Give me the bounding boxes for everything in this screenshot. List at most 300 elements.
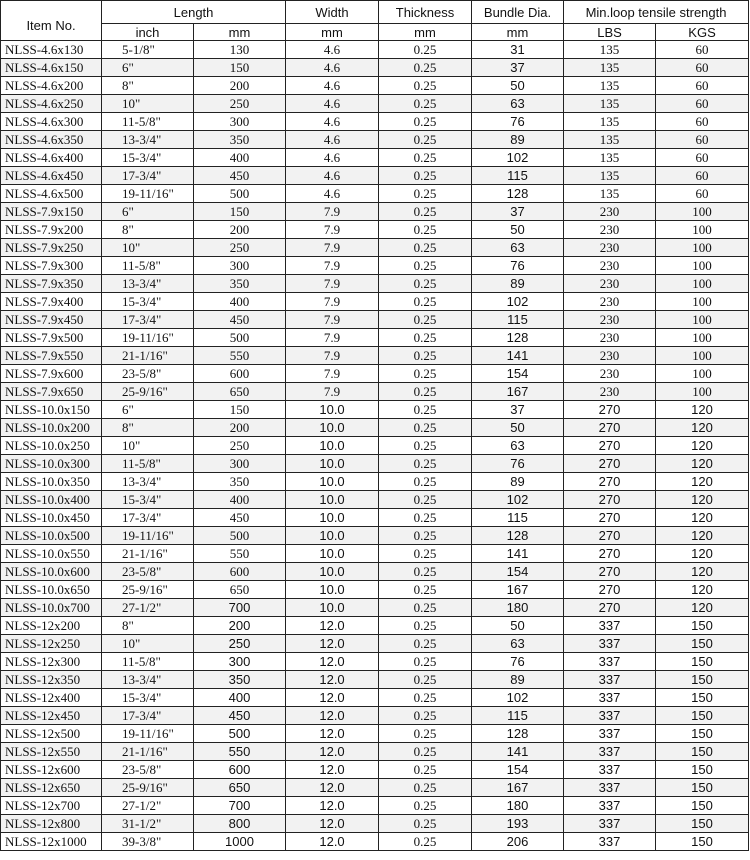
length-inch-cell: 25-9/16" (102, 383, 194, 401)
thickness-cell: 0.25 (379, 149, 472, 167)
tensile-lbs-cell: 135 (564, 131, 656, 149)
item-no-cell: NLSS-12x250 (1, 635, 102, 653)
table-row (1, 95, 749, 113)
tensile-kgs-cell: 150 (656, 779, 749, 797)
length-inch-cell: 39-3/8" (102, 833, 194, 851)
header-unit-inch: inch (102, 24, 194, 41)
item-no-cell: NLSS-7.9x400 (1, 293, 102, 311)
bundle-dia-cell: 76 (472, 653, 564, 671)
length-inch-cell: 10" (102, 95, 194, 113)
length-mm-cell: 250 (194, 239, 286, 257)
tensile-lbs-cell: 230 (564, 239, 656, 257)
table-row (1, 707, 749, 725)
length-inch-cell: 31-1/2" (102, 815, 194, 833)
length-inch-cell: 23-5/8" (102, 761, 194, 779)
tensile-kgs-cell: 150 (656, 707, 749, 725)
length-mm-cell: 700 (194, 797, 286, 815)
item-no-cell: NLSS-4.6x150 (1, 59, 102, 77)
width-cell: 12.0 (286, 617, 379, 635)
length-mm-cell: 500 (194, 185, 286, 203)
table-row (1, 221, 749, 239)
item-no-cell: NLSS-4.6x250 (1, 95, 102, 113)
item-no-cell: NLSS-4.6x350 (1, 131, 102, 149)
tensile-lbs-cell: 270 (564, 599, 656, 617)
thickness-cell: 0.25 (379, 509, 472, 527)
tensile-kgs-cell: 60 (656, 95, 749, 113)
tensile-kgs-cell: 120 (656, 419, 749, 437)
length-mm-cell: 500 (194, 527, 286, 545)
table-row (1, 671, 749, 689)
item-no-cell: NLSS-7.9x250 (1, 239, 102, 257)
length-inch-cell: 6" (102, 401, 194, 419)
width-cell: 7.9 (286, 347, 379, 365)
table-row (1, 365, 749, 383)
length-mm-cell: 250 (194, 635, 286, 653)
tensile-kgs-cell: 100 (656, 365, 749, 383)
table-row (1, 581, 749, 599)
item-no-cell: NLSS-12x700 (1, 797, 102, 815)
bundle-dia-cell: 141 (472, 347, 564, 365)
tensile-kgs-cell: 120 (656, 401, 749, 419)
table-row (1, 239, 749, 257)
tensile-lbs-cell: 230 (564, 383, 656, 401)
bundle-dia-cell: 37 (472, 203, 564, 221)
width-cell: 12.0 (286, 815, 379, 833)
tensile-kgs-cell: 60 (656, 77, 749, 95)
thickness-cell: 0.25 (379, 671, 472, 689)
tensile-lbs-cell: 230 (564, 221, 656, 239)
length-mm-cell: 500 (194, 725, 286, 743)
width-cell: 12.0 (286, 743, 379, 761)
length-inch-cell: 11-5/8" (102, 113, 194, 131)
thickness-cell: 0.25 (379, 725, 472, 743)
length-mm-cell: 700 (194, 599, 286, 617)
width-cell: 10.0 (286, 563, 379, 581)
tensile-lbs-cell: 337 (564, 833, 656, 851)
table-row (1, 167, 749, 185)
length-mm-cell: 800 (194, 815, 286, 833)
bundle-dia-cell: 167 (472, 383, 564, 401)
tensile-lbs-cell: 135 (564, 95, 656, 113)
width-cell: 10.0 (286, 509, 379, 527)
tensile-kgs-cell: 100 (656, 239, 749, 257)
length-mm-cell: 250 (194, 95, 286, 113)
length-mm-cell: 400 (194, 689, 286, 707)
bundle-dia-cell: 37 (472, 401, 564, 419)
length-inch-cell: 8" (102, 617, 194, 635)
length-mm-cell: 200 (194, 617, 286, 635)
bundle-dia-cell: 154 (472, 563, 564, 581)
tensile-lbs-cell: 337 (564, 653, 656, 671)
length-mm-cell: 1000 (194, 833, 286, 851)
thickness-cell: 0.25 (379, 41, 472, 59)
length-inch-cell: 23-5/8" (102, 365, 194, 383)
table-row (1, 113, 749, 131)
item-no-cell: NLSS-7.9x450 (1, 311, 102, 329)
length-inch-cell: 15-3/4" (102, 149, 194, 167)
item-no-cell: NLSS-7.9x200 (1, 221, 102, 239)
width-cell: 12.0 (286, 671, 379, 689)
item-no-cell: NLSS-4.6x500 (1, 185, 102, 203)
length-inch-cell: 13-3/4" (102, 671, 194, 689)
length-inch-cell: 19-11/16" (102, 725, 194, 743)
tensile-kgs-cell: 100 (656, 383, 749, 401)
tensile-kgs-cell: 60 (656, 113, 749, 131)
item-no-cell: NLSS-10.0x550 (1, 545, 102, 563)
length-inch-cell: 6" (102, 59, 194, 77)
thickness-cell: 0.25 (379, 635, 472, 653)
bundle-dia-cell: 180 (472, 599, 564, 617)
length-inch-cell: 27-1/2" (102, 599, 194, 617)
length-mm-cell: 150 (194, 59, 286, 77)
width-cell: 10.0 (286, 599, 379, 617)
length-mm-cell: 350 (194, 671, 286, 689)
table-row (1, 149, 749, 167)
item-no-cell: NLSS-7.9x550 (1, 347, 102, 365)
length-inch-cell: 17-3/4" (102, 311, 194, 329)
width-cell: 7.9 (286, 365, 379, 383)
bundle-dia-cell: 89 (472, 671, 564, 689)
length-inch-cell: 10" (102, 635, 194, 653)
length-inch-cell: 19-11/16" (102, 527, 194, 545)
width-cell: 7.9 (286, 383, 379, 401)
thickness-cell: 0.25 (379, 311, 472, 329)
tensile-lbs-cell: 135 (564, 59, 656, 77)
length-inch-cell: 13-3/4" (102, 131, 194, 149)
width-cell: 7.9 (286, 329, 379, 347)
tensile-kgs-cell: 150 (656, 815, 749, 833)
thickness-cell: 0.25 (379, 653, 472, 671)
tensile-lbs-cell: 135 (564, 77, 656, 95)
length-mm-cell: 400 (194, 293, 286, 311)
table-row (1, 185, 749, 203)
length-inch-cell: 13-3/4" (102, 275, 194, 293)
tensile-lbs-cell: 337 (564, 671, 656, 689)
thickness-cell: 0.25 (379, 113, 472, 131)
tensile-lbs-cell: 270 (564, 581, 656, 599)
thickness-cell: 0.25 (379, 95, 472, 113)
tensile-lbs-cell: 270 (564, 563, 656, 581)
tensile-lbs-cell: 135 (564, 167, 656, 185)
table-row (1, 329, 749, 347)
table-row (1, 293, 749, 311)
tensile-kgs-cell: 100 (656, 311, 749, 329)
tensile-kgs-cell: 120 (656, 599, 749, 617)
length-inch-cell: 11-5/8" (102, 653, 194, 671)
length-inch-cell: 13-3/4" (102, 473, 194, 491)
item-no-cell: NLSS-12x650 (1, 779, 102, 797)
tensile-kgs-cell: 150 (656, 761, 749, 779)
thickness-cell: 0.25 (379, 599, 472, 617)
width-cell: 12.0 (286, 725, 379, 743)
tensile-kgs-cell: 120 (656, 563, 749, 581)
item-no-cell: NLSS-4.6x300 (1, 113, 102, 131)
width-cell: 4.6 (286, 77, 379, 95)
length-inch-cell: 10" (102, 437, 194, 455)
length-mm-cell: 450 (194, 509, 286, 527)
length-inch-cell: 23-5/8" (102, 563, 194, 581)
width-cell: 7.9 (286, 293, 379, 311)
length-mm-cell: 250 (194, 437, 286, 455)
header-bundle-dia: Bundle Dia. (472, 1, 564, 24)
length-inch-cell: 21-1/16" (102, 743, 194, 761)
bundle-dia-cell: 154 (472, 365, 564, 383)
tensile-kgs-cell: 150 (656, 671, 749, 689)
length-mm-cell: 400 (194, 149, 286, 167)
item-no-cell: NLSS-10.0x450 (1, 509, 102, 527)
length-mm-cell: 550 (194, 743, 286, 761)
table-row (1, 761, 749, 779)
header-unit-thickness-mm: mm (379, 24, 472, 41)
length-mm-cell: 300 (194, 455, 286, 473)
length-mm-cell: 650 (194, 383, 286, 401)
table-row (1, 419, 749, 437)
item-no-cell: NLSS-10.0x500 (1, 527, 102, 545)
thickness-cell: 0.25 (379, 815, 472, 833)
thickness-cell: 0.25 (379, 797, 472, 815)
length-mm-cell: 130 (194, 41, 286, 59)
item-no-cell: NLSS-12x200 (1, 617, 102, 635)
item-no-cell: NLSS-12x400 (1, 689, 102, 707)
length-mm-cell: 200 (194, 221, 286, 239)
item-no-cell: NLSS-10.0x300 (1, 455, 102, 473)
item-no-cell: NLSS-10.0x600 (1, 563, 102, 581)
bundle-dia-cell: 115 (472, 311, 564, 329)
tensile-kgs-cell: 100 (656, 293, 749, 311)
length-mm-cell: 450 (194, 707, 286, 725)
item-no-cell: NLSS-4.6x450 (1, 167, 102, 185)
bundle-dia-cell: 63 (472, 95, 564, 113)
tensile-lbs-cell: 230 (564, 329, 656, 347)
tensile-kgs-cell: 120 (656, 437, 749, 455)
thickness-cell: 0.25 (379, 59, 472, 77)
thickness-cell: 0.25 (379, 527, 472, 545)
tensile-kgs-cell: 150 (656, 833, 749, 851)
table-row (1, 131, 749, 149)
width-cell: 7.9 (286, 311, 379, 329)
length-inch-cell: 21-1/16" (102, 545, 194, 563)
table-row (1, 797, 749, 815)
width-cell: 4.6 (286, 185, 379, 203)
table-row (1, 563, 749, 581)
bundle-dia-cell: 50 (472, 221, 564, 239)
tensile-lbs-cell: 230 (564, 347, 656, 365)
length-mm-cell: 650 (194, 779, 286, 797)
header-unit-width-mm: mm (286, 24, 379, 41)
table-row (1, 311, 749, 329)
table-row (1, 689, 749, 707)
bundle-dia-cell: 141 (472, 743, 564, 761)
bundle-dia-cell: 128 (472, 725, 564, 743)
thickness-cell: 0.25 (379, 383, 472, 401)
tensile-lbs-cell: 270 (564, 473, 656, 491)
table-header (1, 1, 749, 41)
bundle-dia-cell: 37 (472, 59, 564, 77)
tensile-lbs-cell: 337 (564, 617, 656, 635)
length-inch-cell: 6" (102, 203, 194, 221)
thickness-cell: 0.25 (379, 131, 472, 149)
length-inch-cell: 19-11/16" (102, 329, 194, 347)
thickness-cell: 0.25 (379, 707, 472, 725)
header-thickness: Thickness (379, 1, 472, 24)
thickness-cell: 0.25 (379, 455, 472, 473)
length-mm-cell: 600 (194, 563, 286, 581)
header-unit-bundle-mm: mm (472, 24, 564, 41)
length-mm-cell: 200 (194, 77, 286, 95)
table-row (1, 779, 749, 797)
item-no-cell: NLSS-4.6x130 (1, 41, 102, 59)
header-item-no: Item No. (1, 1, 102, 41)
header-length: Length (102, 1, 286, 24)
tensile-kgs-cell: 120 (656, 473, 749, 491)
item-no-cell: NLSS-12x350 (1, 671, 102, 689)
length-mm-cell: 300 (194, 113, 286, 131)
table-row (1, 491, 749, 509)
item-no-cell: NLSS-10.0x200 (1, 419, 102, 437)
bundle-dia-cell: 102 (472, 491, 564, 509)
tensile-kgs-cell: 120 (656, 581, 749, 599)
thickness-cell: 0.25 (379, 347, 472, 365)
thickness-cell: 0.25 (379, 563, 472, 581)
tensile-lbs-cell: 135 (564, 41, 656, 59)
width-cell: 4.6 (286, 95, 379, 113)
tensile-kgs-cell: 60 (656, 131, 749, 149)
header-unit-lbs: LBS (564, 24, 656, 41)
thickness-cell: 0.25 (379, 689, 472, 707)
table-row (1, 455, 749, 473)
table-row (1, 617, 749, 635)
table-row (1, 59, 749, 77)
tensile-lbs-cell: 230 (564, 203, 656, 221)
length-inch-cell: 15-3/4" (102, 491, 194, 509)
item-no-cell: NLSS-7.9x300 (1, 257, 102, 275)
item-no-cell: NLSS-7.9x350 (1, 275, 102, 293)
tensile-lbs-cell: 230 (564, 257, 656, 275)
bundle-dia-cell: 89 (472, 275, 564, 293)
table-row (1, 527, 749, 545)
length-mm-cell: 550 (194, 347, 286, 365)
thickness-cell: 0.25 (379, 239, 472, 257)
item-no-cell: NLSS-12x300 (1, 653, 102, 671)
tensile-kgs-cell: 150 (656, 617, 749, 635)
tensile-kgs-cell: 100 (656, 329, 749, 347)
tensile-kgs-cell: 60 (656, 59, 749, 77)
length-mm-cell: 600 (194, 761, 286, 779)
width-cell: 4.6 (286, 167, 379, 185)
bundle-dia-cell: 89 (472, 131, 564, 149)
width-cell: 12.0 (286, 635, 379, 653)
thickness-cell: 0.25 (379, 365, 472, 383)
width-cell: 4.6 (286, 41, 379, 59)
tensile-lbs-cell: 230 (564, 275, 656, 293)
length-mm-cell: 350 (194, 131, 286, 149)
tensile-lbs-cell: 337 (564, 797, 656, 815)
bundle-dia-cell: 180 (472, 797, 564, 815)
length-mm-cell: 350 (194, 275, 286, 293)
tensile-kgs-cell: 150 (656, 743, 749, 761)
width-cell: 7.9 (286, 203, 379, 221)
tensile-kgs-cell: 150 (656, 797, 749, 815)
thickness-cell: 0.25 (379, 293, 472, 311)
width-cell: 10.0 (286, 581, 379, 599)
tensile-lbs-cell: 230 (564, 365, 656, 383)
table-row (1, 545, 749, 563)
thickness-cell: 0.25 (379, 329, 472, 347)
table-row (1, 635, 749, 653)
tensile-lbs-cell: 337 (564, 689, 656, 707)
length-mm-cell: 200 (194, 419, 286, 437)
length-inch-cell: 11-5/8" (102, 257, 194, 275)
width-cell: 12.0 (286, 779, 379, 797)
tensile-lbs-cell: 337 (564, 815, 656, 833)
length-mm-cell: 500 (194, 329, 286, 347)
thickness-cell: 0.25 (379, 545, 472, 563)
tensile-kgs-cell: 150 (656, 725, 749, 743)
tensile-lbs-cell: 270 (564, 509, 656, 527)
tensile-lbs-cell: 270 (564, 491, 656, 509)
length-inch-cell: 8" (102, 221, 194, 239)
thickness-cell: 0.25 (379, 77, 472, 95)
tensile-kgs-cell: 120 (656, 527, 749, 545)
bundle-dia-cell: 141 (472, 545, 564, 563)
item-no-cell: NLSS-10.0x700 (1, 599, 102, 617)
length-mm-cell: 150 (194, 203, 286, 221)
width-cell: 10.0 (286, 419, 379, 437)
bundle-dia-cell: 63 (472, 635, 564, 653)
tensile-kgs-cell: 100 (656, 347, 749, 365)
width-cell: 12.0 (286, 761, 379, 779)
table-row (1, 725, 749, 743)
width-cell: 10.0 (286, 473, 379, 491)
item-no-cell: NLSS-7.9x600 (1, 365, 102, 383)
thickness-cell: 0.25 (379, 167, 472, 185)
header-width: Width (286, 1, 379, 24)
tensile-lbs-cell: 337 (564, 743, 656, 761)
bundle-dia-cell: 102 (472, 293, 564, 311)
thickness-cell: 0.25 (379, 617, 472, 635)
length-inch-cell: 5-1/8" (102, 41, 194, 59)
thickness-cell: 0.25 (379, 491, 472, 509)
header-tensile-strength: Min.loop tensile strength (564, 1, 749, 24)
item-no-cell: NLSS-12x800 (1, 815, 102, 833)
length-mm-cell: 350 (194, 473, 286, 491)
tensile-lbs-cell: 135 (564, 149, 656, 167)
bundle-dia-cell: 50 (472, 77, 564, 95)
tensile-kgs-cell: 100 (656, 257, 749, 275)
thickness-cell: 0.25 (379, 581, 472, 599)
thickness-cell: 0.25 (379, 203, 472, 221)
width-cell: 7.9 (286, 221, 379, 239)
thickness-cell: 0.25 (379, 437, 472, 455)
thickness-cell: 0.25 (379, 779, 472, 797)
thickness-cell: 0.25 (379, 419, 472, 437)
length-inch-cell: 21-1/16" (102, 347, 194, 365)
header-unit-kgs: KGS (656, 24, 749, 41)
tensile-lbs-cell: 337 (564, 725, 656, 743)
table-row (1, 599, 749, 617)
thickness-cell: 0.25 (379, 473, 472, 491)
bundle-dia-cell: 76 (472, 455, 564, 473)
width-cell: 12.0 (286, 833, 379, 851)
tensile-lbs-cell: 337 (564, 635, 656, 653)
bundle-dia-cell: 193 (472, 815, 564, 833)
table-row (1, 203, 749, 221)
length-mm-cell: 600 (194, 365, 286, 383)
length-inch-cell: 15-3/4" (102, 293, 194, 311)
length-inch-cell: 8" (102, 77, 194, 95)
table-row (1, 257, 749, 275)
table-row (1, 833, 749, 851)
